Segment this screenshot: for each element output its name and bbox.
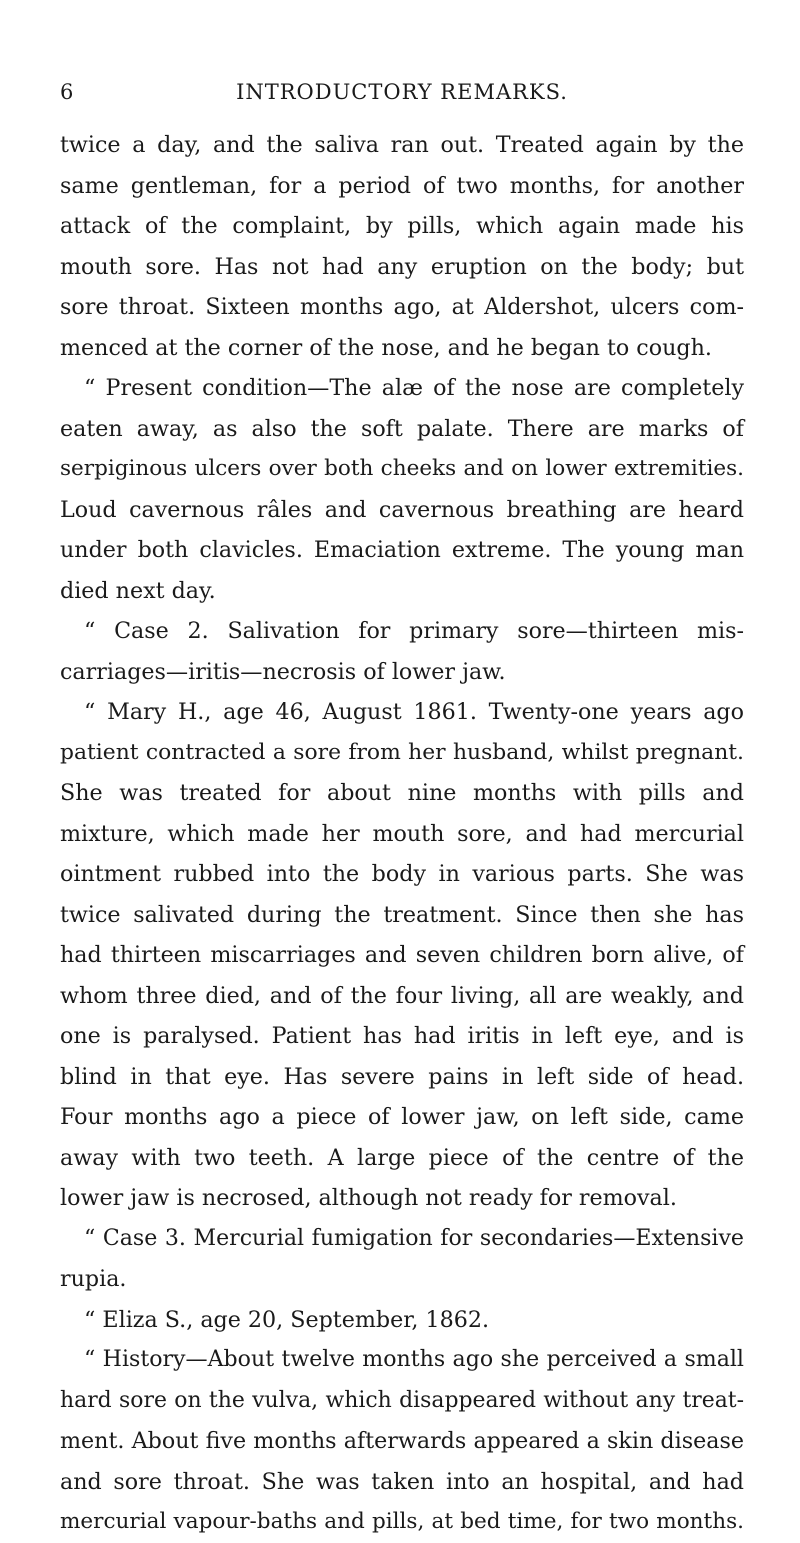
text-line: eaten away, as also the soft palate. There are marks of — [60, 415, 744, 442]
text-line: mercurial vapour-baths and pills, at bed time, for two months. — [60, 1509, 744, 1534]
text-line: whom three died, and of the four living, all are weakly, and — [60, 982, 744, 1009]
text-line: “ Mary H., age 46, August 1861. Twenty-one years ago — [84, 699, 744, 725]
text-line: had thirteen miscarriages and seven children born alive, of — [60, 942, 744, 968]
text-line: ment. About five months afterwards appeared a skin disease — [60, 1428, 744, 1454]
text-line: “ Eliza S., age 20, September, 1862. — [84, 1306, 490, 1333]
text-line: lower jaw is necrosed, although not ready for removal. — [60, 1185, 677, 1211]
text-line: mixture, which made her mouth sore, and had mercurial — [60, 820, 744, 847]
text-line: mouth sore. Has not had any eruption on the body; but — [60, 253, 744, 280]
text-line: hard sore on the vulva, which disappeared without any treat- — [60, 1387, 744, 1413]
text-line: “ Present condition—The alæ of the nose are completely — [84, 375, 744, 401]
text-line: ointment rubbed into the body in various parts. She was — [60, 861, 744, 887]
text-line: sore throat. Sixteen months ago, at Aldershot, ulcers com- — [60, 294, 744, 320]
running-head — [60, 80, 744, 112]
text-line: blind in that eye. Has severe pains in left side of head. — [60, 1063, 744, 1090]
text-line: died next day. — [60, 577, 216, 604]
body-text — [60, 125, 744, 1543]
text-line: away with two teeth. A large piece of the centre of the — [60, 1144, 744, 1171]
text-line: “ Case 2. Salivation for primary sore—thirteen mis- — [84, 618, 744, 644]
text-line: twice a day, and the saliva ran out. Treated again by the — [60, 132, 744, 158]
text-line: patient contracted a sore from her husband, whilst pregnant. — [60, 739, 744, 765]
text-line: serpiginous ulcers over both cheeks and on lower extremities. — [60, 456, 744, 481]
text-line: rupia. — [60, 1266, 127, 1292]
text-line: She was treated for about nine months with pills and — [60, 780, 744, 806]
running-title: INTRODUCTORY REMARKS. — [236, 80, 568, 104]
text-line: menced at the corner of the nose, and he began to cough. — [60, 334, 712, 361]
page-number: 6 — [60, 80, 75, 104]
text-line: one is paralysed. Patient has had iritis in left eye, and is — [60, 1023, 744, 1049]
text-line: twice salivated during the treatment. Since then she has — [60, 901, 744, 928]
text-line: “ Case 3. Mercurial fumigation for secondaries—Extensive — [84, 1225, 744, 1251]
text-line: carriages—iritis—necrosis of lower jaw. — [60, 658, 506, 685]
text-line: under both clavicles. Emaciation extreme. The young man — [60, 537, 744, 563]
text-line: Loud cavernous râles and cavernous breathing are heard — [60, 496, 744, 523]
text-line: attack of the complaint, by pills, which again made his — [60, 213, 744, 239]
text-line: same gentleman, for a period of two months, for another — [60, 172, 744, 199]
text-line: “ History—About twelve months ago she perceived a small — [84, 1347, 744, 1372]
text-line: and sore throat. She was taken into an hospital, and had — [60, 1468, 744, 1495]
text-line: Four months ago a piece of lower jaw, on left side, came — [60, 1104, 744, 1130]
